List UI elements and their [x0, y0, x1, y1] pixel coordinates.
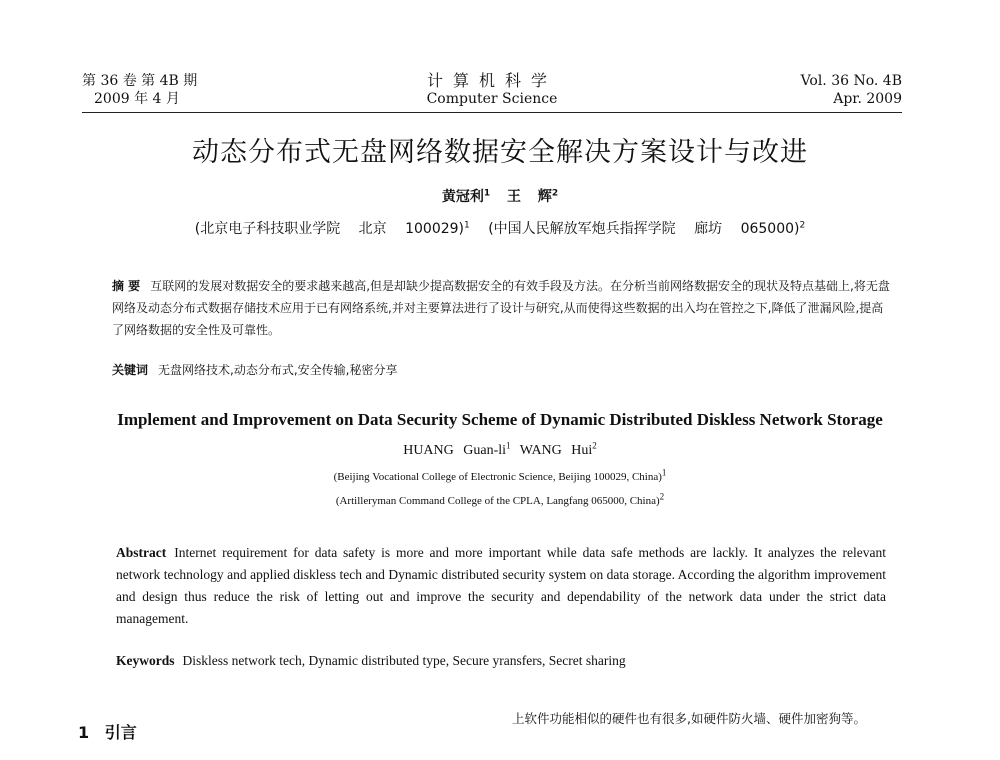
affiliation-en-mark: 1 [661, 467, 667, 478]
author-affil-mark-en: 2 [592, 440, 597, 451]
paper-title-en: Implement and Improvement on Data Security Scheme of Dynamic Distributed Diskless Network Storage [117, 410, 883, 429]
publication-date-en: Apr. 2009 [833, 91, 902, 107]
abstract-en [116, 542, 886, 630]
affiliation: (中国人民解放军炮兵指挥学院 廊坊 065000) [488, 221, 800, 237]
author-name-en: WANG Hui [519, 443, 593, 458]
abstract-label-cn: 摘 要 [112, 279, 141, 293]
affiliation-en [0, 491, 1000, 507]
section-heading [78, 720, 137, 743]
journal-name-en: Computer Science [426, 91, 558, 107]
affiliations-cn [0, 218, 1000, 238]
abstract-label-en: Abstract [116, 545, 167, 560]
volume-issue: 第 36 卷 第 4B 期 [82, 73, 198, 89]
authors-en [0, 440, 1000, 459]
journal-name [82, 72, 902, 108]
section-number: 1 [78, 723, 90, 742]
author-name: 王 辉 [507, 189, 552, 205]
keywords-cn [112, 361, 397, 378]
affiliation-en-text: (Beijing Vocational College of Electronic Science, Beijing 100029, China) [333, 471, 662, 483]
affiliation-mark: 2 [799, 220, 806, 231]
abstract-cn [112, 275, 890, 341]
affiliation-mark: 1 [464, 220, 470, 231]
author-affil-mark: 2 [551, 188, 559, 199]
volume-issue-en: Vol. 36 No. 4B [800, 73, 902, 89]
section-title: 引言 [104, 723, 137, 742]
affiliation-en-text: (Artilleryman Command College of the CPLA, Langfang 065000, China) [335, 495, 660, 507]
body-text-right-column: 上软件功能相似的硬件也有很多,如硬件防火墙、硬件加密狗等。 [512, 711, 866, 726]
journal-volume-info-en [801, 72, 902, 108]
affiliation: (北京电子科技职业学院 北京 100029) [194, 221, 465, 237]
affiliation-en [0, 467, 1000, 483]
keywords-text-cn: 无盘网络技术,动态分布式,安全传输,秘密分享 [158, 363, 398, 377]
author-name: 黄冠利 [441, 189, 484, 205]
keywords-text-en: Diskless network tech, Dynamic distributed type, Secure yransfers, Secret sharing [182, 653, 626, 668]
keywords-en [116, 653, 626, 669]
paper-title-cn: 动态分布式无盘网络数据安全解决方案设计与改进 [192, 137, 808, 168]
authors-cn [0, 186, 1000, 206]
keywords-label-cn: 关键词 [112, 363, 149, 377]
keywords-label-en: Keywords [116, 653, 175, 668]
abstract-text-en: Internet requirement for data safety is more and more important while data safe methods are lackly. It analyzes the relevant network technology and applied diskless tech and Dynamic distributed security system on data storage. According the algorithm improvement and design thus reduce the risk of letting out and improve the security and dependability of the network data under the strict data management. [116, 545, 886, 626]
affiliation-en-mark: 2 [659, 491, 665, 502]
abstract-text-cn: 互联网的发展对数据安全的要求越来越高,但是却缺少提高数据安全的有效手段及方法。在分析当前网络数据安全的现状及特点基础上,将无盘网络及动态分布式数据存储技术应用于已有网络系统,并对主要算法进行了设计与研究,从而使得这些数据的出入均在管控之下,降低了泄漏风险,提高了网络数据的安全性及可靠性。 [112, 279, 890, 337]
running-header [82, 72, 902, 113]
author-name-en: HUANG Guan-li [403, 443, 507, 458]
author-affil-mark-en: 1 [506, 440, 511, 451]
journal-name-cn: 计算机科学 [426, 71, 557, 90]
publication-date-cn: 2009 年 4 月 [94, 91, 180, 107]
author-affil-mark: 1 [483, 188, 491, 199]
